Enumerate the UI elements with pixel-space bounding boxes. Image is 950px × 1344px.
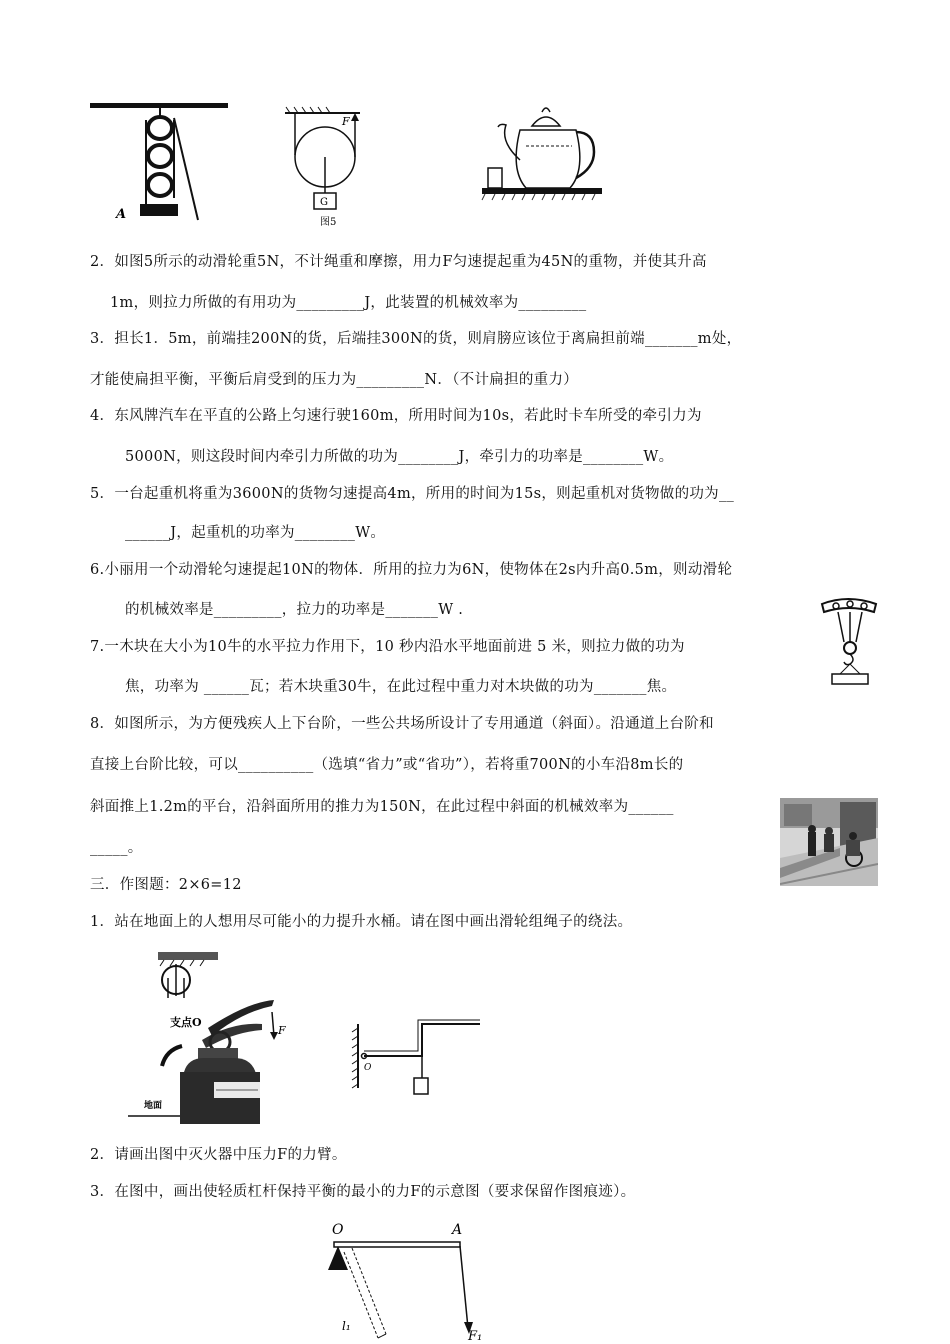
q4-line1: 4．东风牌汽车在平直的公路上匀速行驶160m，所用时间为10s，若此时卡车所受的牵引力为 [90, 408, 702, 424]
teapot-figure [480, 100, 610, 210]
force-label-f1: F₁ [468, 1329, 483, 1342]
figure-caption: 图5 [320, 217, 337, 228]
lever-oa-figure [318, 1218, 488, 1342]
fulcrum [328, 1246, 348, 1270]
weight-block-a [140, 204, 178, 216]
label-f: F [342, 115, 350, 128]
drawing-q2: 2．请画出图中灭火器中压力F的力臂。 [90, 1147, 347, 1163]
block-tackle-figure [818, 592, 880, 687]
ceiling-bar [90, 103, 228, 108]
label-g: G [320, 197, 328, 208]
q6-line1: 6.小丽用一个动滑轮匀速提起10N的物体．所用的拉力为6N，使物体在2s内升高0.5m，则动滑轮 [90, 562, 733, 578]
q5-line2: ______J，起重机的功率为________W。 [125, 525, 386, 541]
q8-line3: 斜面推上1.2m的平台，沿斜面所用的推力为150N，在此过程中斜面的机械效率为______ [90, 799, 674, 815]
q6-line2: 的机械效率是_________，拉力的功率是_______W . [125, 602, 464, 618]
q7-line1: 7.一木块在大小为10牛的水平拉力作用下，10 秒内沿水平地面前进 5 米，则拉力做的功为 [90, 639, 685, 655]
force-label-f: F [278, 1024, 286, 1037]
fulcrum-label: 支点O [170, 1016, 202, 1029]
q3-line2: 才能使扁担平衡，平衡后肩受到的压力为_________N．（不计扁担的重力） [90, 372, 579, 388]
pulley-wheel-middle [148, 145, 172, 167]
fire-extinguisher-figure [122, 950, 292, 1128]
ramp-photo [780, 798, 878, 886]
lever-label-o: O [332, 1222, 344, 1238]
drawing-q1: 1．站在地面上的人想用尽可能小的力提升水桶。请在图中画出滑轮组绳子的绕法。 [90, 914, 633, 930]
q2-line1: 2．如图5所示的动滑轮重5N，不计绳重和摩擦，用力F匀速提起重为45N的重物，并使其升高 [90, 254, 707, 270]
lever-pivot-o: O [364, 1063, 372, 1073]
bent-lever-figure [350, 1018, 490, 1130]
q7-line2: 焦，功率为 ______瓦；若木块重30牛，在此过程中重力对木块做的功为_______焦。 [125, 679, 677, 695]
q4-line2: 5000N，则这段时间内牵引力所做的功为________J，牵引力的功率是________W。 [125, 449, 674, 465]
q3-line1: 3．担长1．5m，前端挂200N的货，后端挂300N的货，则肩膀应该位于离扁担前端_______m处， [90, 331, 742, 347]
arm-label-l1: l₁ [342, 1319, 351, 1333]
lever-bar [334, 1242, 460, 1247]
q8-line4: _____。 [90, 840, 143, 856]
hanging-weight [414, 1078, 428, 1094]
ground-label: 地面 [144, 1101, 163, 1111]
fixed-pulley-figure [280, 105, 370, 230]
load-box [832, 674, 868, 684]
pulley-stack-figure [88, 98, 233, 223]
label-a: A [116, 207, 127, 222]
q2-line2: 1m，则拉力所做的有用功为_________J，此装置的机械效率为_________ [110, 295, 587, 311]
pulley-wheel-top [148, 117, 172, 139]
q8-line2: 直接上台阶比较，可以__________（选填“省力”或“省功”），若将重700N的小车沿8m长的 [90, 757, 684, 773]
drawing-q3: 3．在图中，画出使轻质杠杆保持平衡的最小的力F的示意图（要求保留作图痕迹）。 [90, 1184, 636, 1200]
pulley-wheel-bottom [148, 174, 172, 196]
lever-label-a: A [452, 1222, 463, 1238]
q5-line1: 5．一台起重机将重为3600N的货物匀速提高4m，所用的时间为15s，则起重机对货物做的功为__ [90, 486, 735, 502]
cup [488, 168, 502, 188]
section3-heading: 三．作图题：2×6=12 [90, 877, 242, 893]
q8-line1: 8．如图所示，为方便残疾人上下台阶，一些公共场所设计了专用通道（斜面）。沿通道上台阶和 [90, 716, 714, 732]
